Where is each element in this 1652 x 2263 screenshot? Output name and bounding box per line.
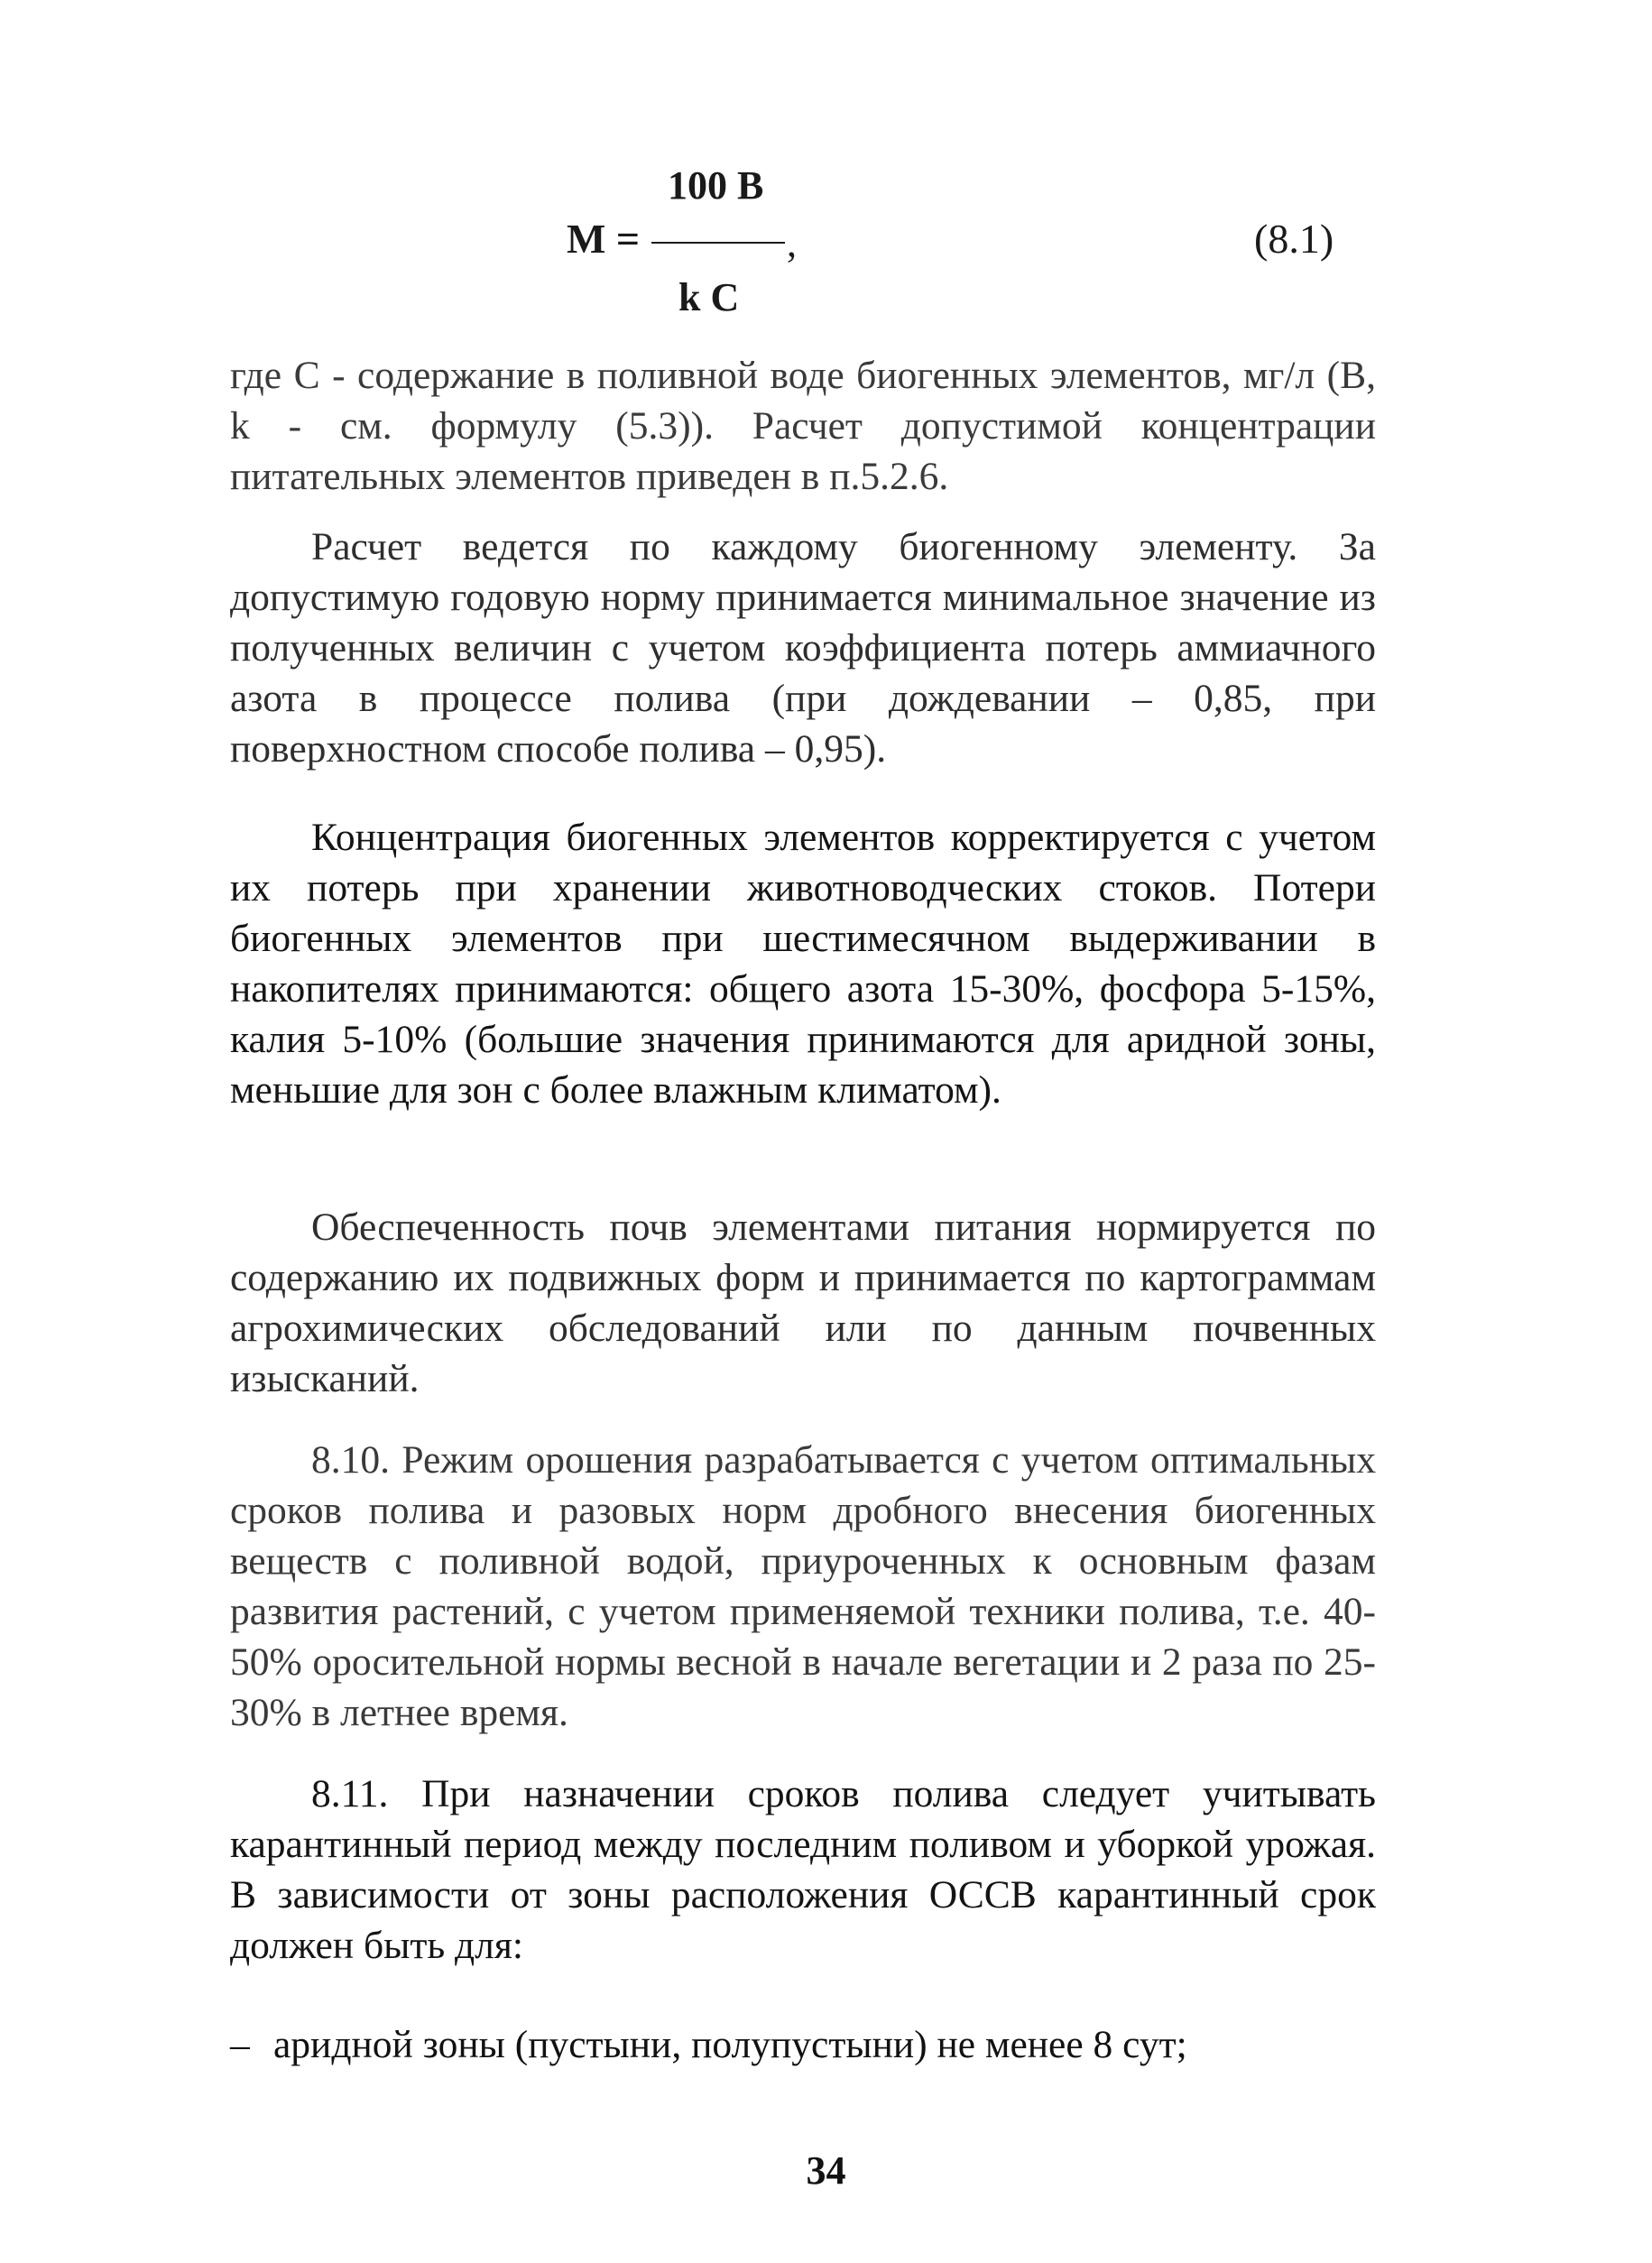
paragraph-where-c: где С - содержание в поливной воде биогенных элементов, мг/л (В, k - см. формулу (5.3)). Расчет допустимой концентрации питательных элементов приведен в п.5.2.6.: [230, 354, 1376, 498]
formula-numerator: 100 B: [668, 163, 764, 208]
list-item-text: аридной зоны (пустыни, полупустыни) не менее 8 сут;: [273, 2023, 1187, 2066]
list-dash: –: [230, 2023, 250, 2066]
list-item-arid-zone: [230, 2019, 1376, 2070]
paragraph-calculation-text: Расчет ведется по каждому биогенному элементу. За допустимую годовую норму принимается минимальное значение из полученных величин с учетом коэффициента потерь аммиачного азота в процессе полива (при дождевании – 0,85, при поверхностном способе полива – 0,95).: [230, 525, 1376, 771]
paragraph-soil-supply: [230, 1202, 1376, 1404]
page-number: 34: [806, 2148, 846, 2193]
formula-denominator: k C: [678, 275, 740, 319]
formula-lhs: M =: [567, 216, 641, 262]
paragraph-8-11: [230, 1769, 1376, 1971]
equation-number: (8.1): [1254, 216, 1334, 262]
paragraph-calculation: [230, 522, 1376, 774]
paragraph-concentration: [230, 812, 1376, 1115]
paragraph-concentration-text: Концентрация биогенных элементов корректируется с учетом их потерь при хранении животноводческих стоков. Потери биогенных элементов при шестимесячном выдерживании в накопителях принимаются: общего азота 15-30%, фосфора 5-15%, калия 5-10% (большие значения принимаются для аридной зоны, меньшие для зон с более влажным климатом).: [230, 816, 1376, 1112]
paragraph-8-10-text: 8.10. Режим орошения разрабатывается с учетом оптимальных сроков полива и разовых норм дробного внесения биогенных веществ с поливной водой, приуроченных к основным фазам развития растений, с учетом применяемой техники полива, т.е. 40-50% оросительной нормы весной в начале вегетации и 2 раза по 25-30% в летнее время.: [230, 1438, 1376, 1734]
fraction-bar: [651, 242, 785, 244]
formula-comma: ,: [787, 221, 797, 265]
paragraph-soil-supply-text: Обеспеченность почв элементами питания нормируется по содержанию их подвижных форм и принимается по картограммам агрохимических обследований или по данным почвенных изысканий.: [230, 1205, 1376, 1400]
paragraph-8-10: [230, 1435, 1376, 1738]
formula-8-1: [0, 0, 1652, 343]
paragraph-8-11-text: 8.11. При назначении сроков полива следует учитывать карантинный период между последним поливом и уборкой урожая. В зависимости от зоны расположения ОССВ карантинный срок должен быть для:: [230, 1772, 1376, 1967]
